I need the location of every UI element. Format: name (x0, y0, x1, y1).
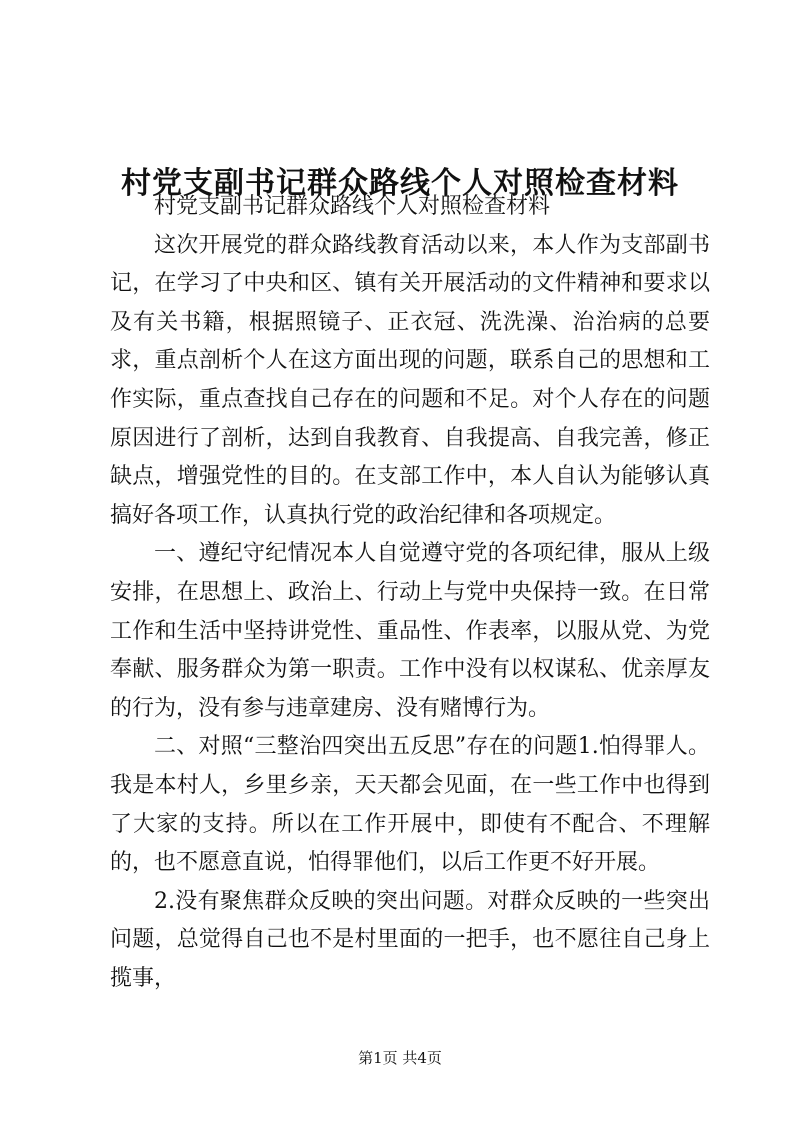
paragraph-subtitle: 村党支副书记群众路线个人对照检查材料 (154, 194, 551, 219)
paragraph-item-2: 2.没有聚焦群众反映的突出问题。对群众反映的一些突出问题，总觉得自己也不是村里面的一把手，也不愿往自己身上揽事， (110, 888, 710, 991)
paragraph-section-1: 一、遵纪守纪情况本人自觉遵守党的各项纪律，服从上级安排，在思想上、政治上、行动上与党中央保持一致。在日常工作和生活中坚持讲党性、重品性、作表率，以服从党、为党奉献、服务群众为第一职责。工作中没有以权谋私、优亲厚友的行为，没有参与违章建房、没有赌博行为。 (110, 541, 710, 721)
page-number-footer: 第1页 共4页 (358, 1049, 442, 1067)
document-body (110, 188, 710, 998)
document-title: 村党支副书记群众路线个人对照检查材料 (121, 166, 679, 202)
paragraph-intro: 这次开展党的群众路线教育活动以来，本人作为支部副书记，在学习了中央和区、镇有关开展活动的文件精神和要求以及有关书籍，根据照镜子、正衣冠、洗洗澡、治治病的总要求，重点剖析个人在这方面出现的问题，联系自己的思想和工作实际，重点查找自己存在的问题和不足。对个人存在的问题原因进行了剖析，达到自我教育、自我提高、自我完善，修正缺点，增强党性的目的。在支部工作中，本人自认为能够认真搞好各项工作，认真执行党的政治纪律和各项规定。 (110, 232, 710, 528)
paragraph-section-2: 二、对照“三整治四突出五反思”存在的问题1.怕得罪人。我是本村人，乡里乡亲，天天都会见面，在一些工作中也得到了大家的支持。所以在工作开展中，即使有不配合、不理解的，也不愿意直说，怕得罪他们，以后工作更不好开展。 (110, 734, 710, 876)
